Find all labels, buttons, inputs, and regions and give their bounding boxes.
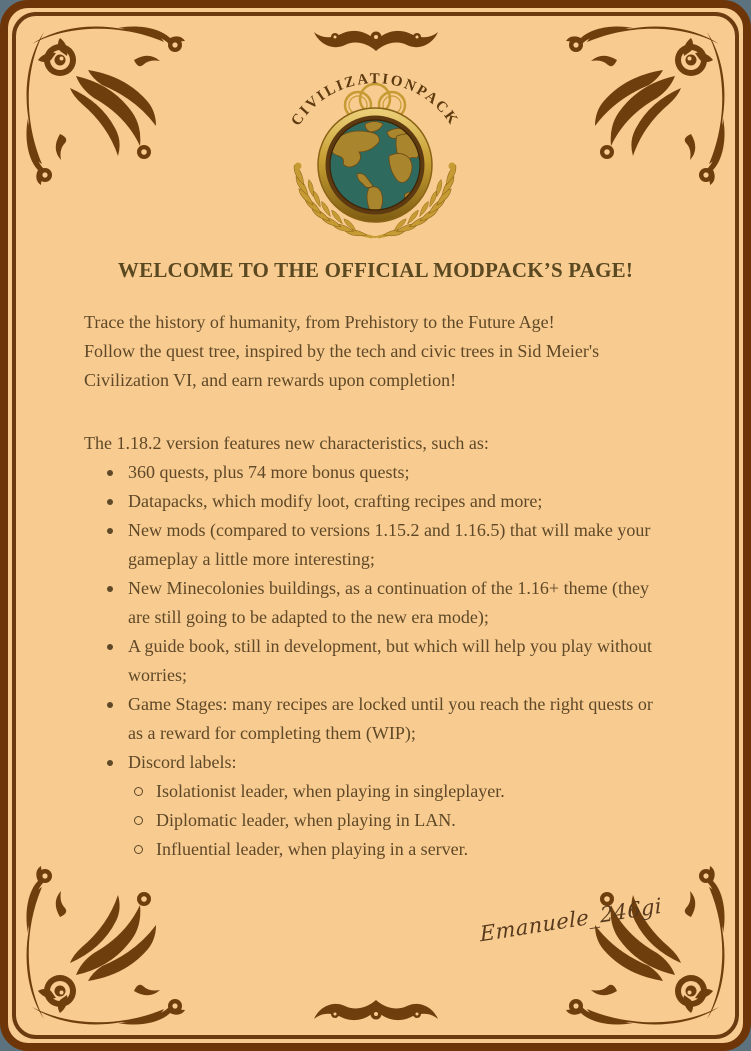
hollow-bullet-icon [134,816,143,825]
list-item: Game Stages: many recipes are locked until you reach the right quests or as a reward for completing them (WIP); [84,690,684,748]
bullet-icon [107,586,113,592]
bullet-icon [107,499,113,505]
list-item: Datapacks, which modify loot, crafting recipes and more; [84,487,684,516]
bottom-center-scroll-ornament [311,997,441,1025]
bullet-icon [107,760,113,766]
civilizationpack-logo [265,66,485,241]
bullet-icon [107,470,113,476]
intro-line: Trace the history of humanity, from Prehistory to the Future Age! [84,312,555,332]
corner-flourish-bottom-right [555,855,733,1033]
list-item: New Minecolonies buildings, as a continuation of the 1.16+ theme (they are still going to be adapted to the new era mode); [84,574,684,632]
list-item: A guide book, still in development, but which will help you play without worries; [84,632,684,690]
list-item: 360 quests, plus 74 more bonus quests; [84,458,684,487]
sub-list-item: Diplomatic leader, when playing in LAN. [84,806,684,835]
page-body [84,308,684,864]
corner-flourish-bottom-left [18,855,196,1033]
bullet-icon [107,528,113,534]
bullet-icon [107,644,113,650]
features-intro: The 1.18.2 version features new characteristics, such as: [84,433,489,453]
sub-list-item: Influential leader, when playing in a server. [84,835,684,864]
intro-line: Follow the quest tree, inspired by the tech and civic trees in Sid Meier's [84,341,600,361]
list-item: Discord labels: [84,748,684,777]
list-item: New mods (compared to versions 1.15.2 and 1.16.5) that will make your gameplay a little more interesting; [84,516,684,574]
intro-line: Civilization VI, and earn rewards upon completion! [84,370,457,390]
hollow-bullet-icon [134,787,143,796]
corner-flourish-top-left [18,18,196,196]
page-title: WELCOME TO THE OFFICIAL MODPACK’S PAGE! [117,258,634,282]
bullet-icon [107,702,113,708]
logo-arched-title: CIVILIZATIONPACK [288,71,462,129]
globe-icon [318,108,432,222]
corner-flourish-top-right [555,18,733,196]
sub-list-item: Isolationist leader, when playing in singleplayer. [84,777,684,806]
top-center-scroll-ornament [311,26,441,54]
hollow-bullet-icon [134,845,143,854]
author-signature: Emanuele_246gi [479,893,663,947]
features-list [84,458,684,864]
